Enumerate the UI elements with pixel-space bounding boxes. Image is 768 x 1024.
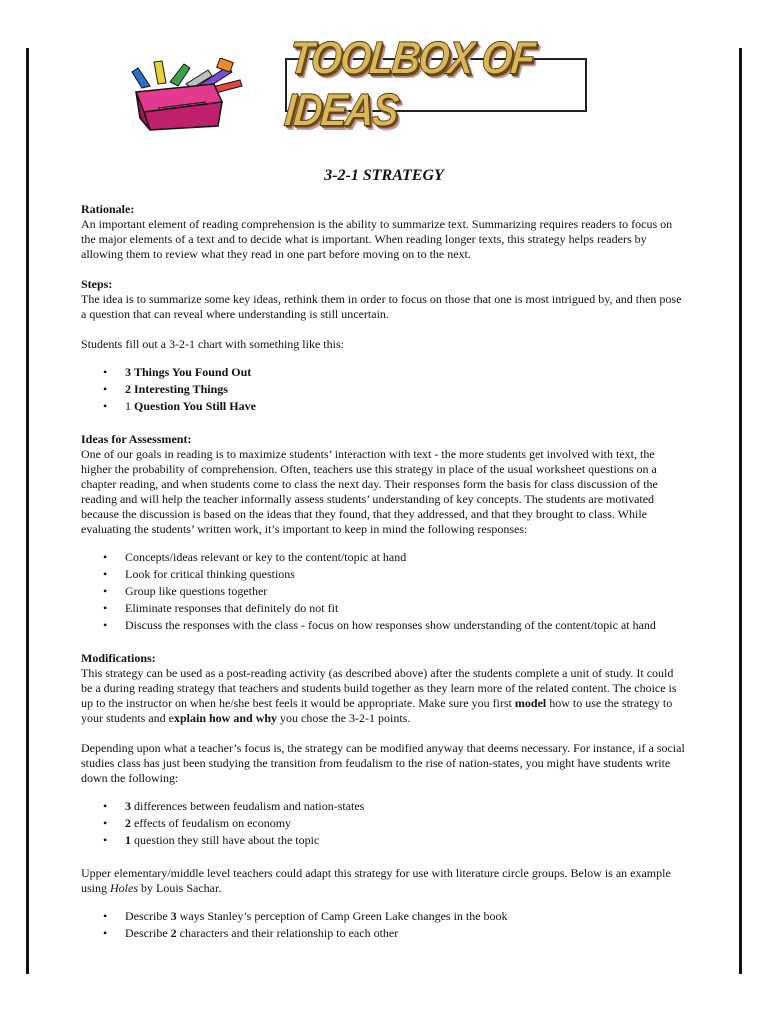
modifications-text-1: This strategy can be used as a post-reading activity (as described above) after the students complete a unit of study. It could be a during reading strategy that teachers and students build together as they learn more of the related content. The choice is up to the instructor on when he/she best feels it would be appropriate. Make sure you first model how to use the strategy to your students and explain how and why you chose the 3-2-1 points. (81, 666, 677, 725)
chart-intro: Students fill out a 3-2-1 chart with something like this: (81, 337, 344, 351)
assessment-list (81, 549, 687, 634)
document-body (81, 160, 687, 942)
toolbox-banner (282, 33, 587, 136)
list-item: • 3 differences between feudalism and nation-states (125, 798, 687, 815)
list-item: • Describe 2 characters and their relationship to each other (125, 925, 687, 942)
list-item: • Concepts/ideas relevant or key to the content/topic at hand (125, 549, 687, 566)
list-item: • 1 question they still have about the topic (125, 832, 687, 849)
banner-title: TOOLBOX OF IDEAS (282, 33, 536, 136)
assessment-heading: Ideas for Assessment: (81, 432, 192, 446)
list-item: • Discuss the responses with the class - focus on how responses show understanding of the content/topic at hand (125, 617, 687, 634)
modifications-text-3: Upper elementary/middle level teachers could adapt this strategy for use with literature circle groups. Below is an example using Holes by Louis Sachar. (81, 866, 671, 895)
list-item: • Describe 3 ways Stanley’s perception of Camp Green Lake changes in the book (125, 908, 687, 925)
list-item: • 2 effects of feudalism on economy (125, 815, 687, 832)
list-item: • Eliminate responses that definitely do not fit (125, 600, 687, 617)
list-item: • Look for critical thinking questions (125, 566, 687, 583)
holes-list (81, 908, 687, 942)
steps-heading: Steps: (81, 277, 113, 291)
modifications-heading: Modifications: (81, 651, 156, 665)
rationale-heading: Rationale: (81, 202, 135, 216)
right-border-rule (739, 48, 742, 974)
page-title: 3-2-1 STRATEGY (324, 167, 444, 184)
steps-list (81, 364, 687, 415)
feudalism-list (81, 798, 687, 849)
list-item: • 1 Question You Still Have (125, 398, 687, 415)
toolbox-clipart-icon (128, 58, 248, 132)
modifications-text-2: Depending upon what a teacher’s focus is, the strategy can be modified anyway that deems necessary. For instance, if a social studies class has just been studying the transition from feudalism to the rise of nation-states, you might have students write down the following: (81, 741, 685, 785)
assessment-text: One of our goals in reading is to maximize students’ interaction with text - the more students get involved with text, the higher the probability of comprehension. Often, teachers use this strategy in place of the usual worksheet questions on a chapter reading, and when students come to class the next day. Their responses form the basis for class discussion of the reading and will help the teacher informally assess students’ understanding of key concepts. The students are motivated because the discussion is based on the ideas that they found, that they addressed, and that they brought to class. While evaluating the students’ written work, it’s important to keep in mind the following responses: (81, 447, 658, 536)
list-item: • 2 Interesting Things (125, 381, 687, 398)
steps-text: The idea is to summarize some key ideas, rethink them in order to focus on those that one is most intrigued by, and then pose a question that can reveal where understanding is still uncertain. (81, 292, 682, 321)
list-item: • Group like questions together (125, 583, 687, 600)
left-border-rule (26, 48, 29, 974)
rationale-text: An important element of reading comprehension is the ability to summarize text. Summarizing requires readers to focus on the major elements of a text and to decide what is important. When reading longer texts, this strategy helps readers by allowing them to review what they read in one part before moving on to the next. (81, 217, 673, 261)
list-item: • 3 Things You Found Out (125, 364, 687, 381)
